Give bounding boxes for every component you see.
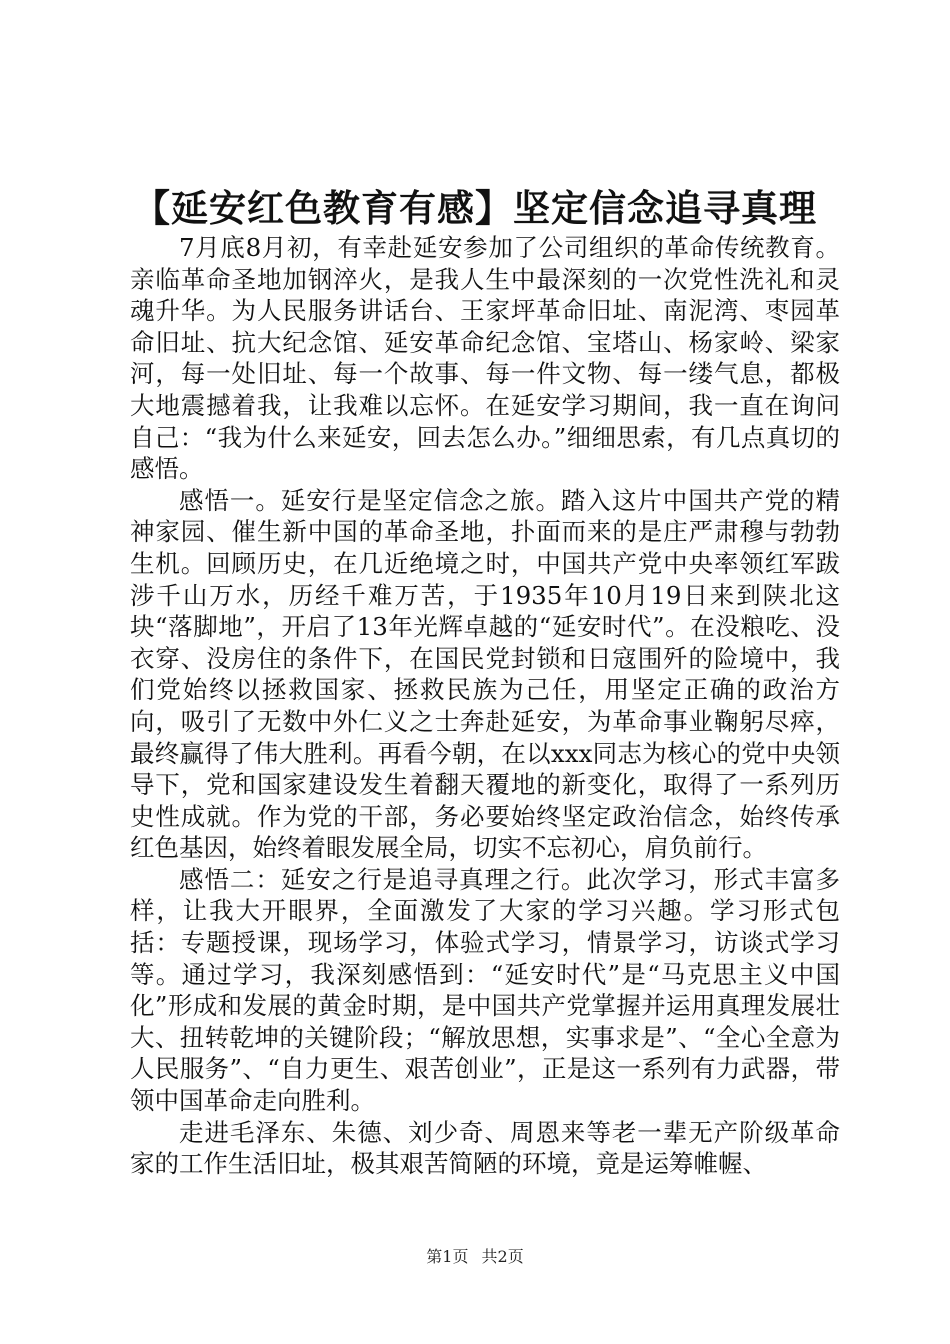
paragraph-continued: 走进毛泽东、朱德、刘少奇、周恩来等老一辈无产阶级革命家的工作生活旧址，极其艰苦简陋的环境，竟是运筹帷幄、 [130, 1117, 840, 1179]
paragraph-insight-two: 感悟二：延安之行是追寻真理之行。此次学习，形式丰富多样，让我大开眼界，全面激发了大家的学习兴趣。学习形式包括：专题授课，现场学习，体验式学习，情景学习，访谈式学习等。通过学习，我深刻感悟到：“延安时代”是“马克思主义中国化”形成和发展的黄金时期，是中国共产党掌握并运用真理发展壮大、扭转乾坤的关键阶段；“解放思想，实事求是”、“全心全意为人民服务”、“自力更生、艰苦创业”，正是这一系列有力武器，带领中国革命走向胜利。 [130, 864, 840, 1116]
paragraph-intro: 7月底8月初，有幸赴延安参加了公司组织的革命传统教育。亲临革命圣地加钢淬火，是我人生中最深刻的一次党性洗礼和灵魂升华。为人民服务讲话台、王家坪革命旧址、南泥湾、枣园革命旧址、抗大纪念馆、延安革命纪念馆、宝塔山、杨家岭、梁家河，每一处旧址、每一个故事、每一件文物、每一缕气息，都极大地震撼着我，让我难以忘怀。在延安学习期间，我一直在询问自己：“我为什么来延安，回去怎么办。”细细思索，有几点真切的感悟。 [130, 233, 840, 484]
document-title: 【延安红色教育有感】坚定信念追寻真理 [133, 186, 817, 230]
page-footer [0, 1246, 950, 1268]
paragraph-insight-one: 感悟一。延安行是坚定信念之旅。踏入这片中国共产党的精神家园、催生新中国的革命圣地，扑面而来的是庄严肃穆与勃勃生机。回顾历史，在几近绝境之时，中国共产党中央率领红军跋涉千山万水，历经千难万苦，于1935年10月19日来到陕北这块“落脚地”，开启了13年光辉卓越的“延安时代”。在没粮吃、没衣穿、没房住的条件下，在国民党封锁和日寇围歼的险境中，我们党始终以拯救国家、拯救民族为己任，用坚定正确的政治方向，吸引了无数中外仁义之士奔赴延安，为革命事业鞠躬尽瘁，最终赢得了伟大胜利。再看今朝，在以xxx同志为核心的党中央领导下，党和国家建设发生着翻天覆地的新变化，取得了一系列历史性成就。作为党的干部，务必要始终坚定政治信念，始终传承红色基因，始终着眼发展全局，切实不忘初心，肩负前行。 [130, 485, 840, 863]
page-number: 第1页 [426, 1247, 469, 1266]
document-body [130, 232, 840, 1180]
page-total: 共2页 [481, 1247, 524, 1266]
